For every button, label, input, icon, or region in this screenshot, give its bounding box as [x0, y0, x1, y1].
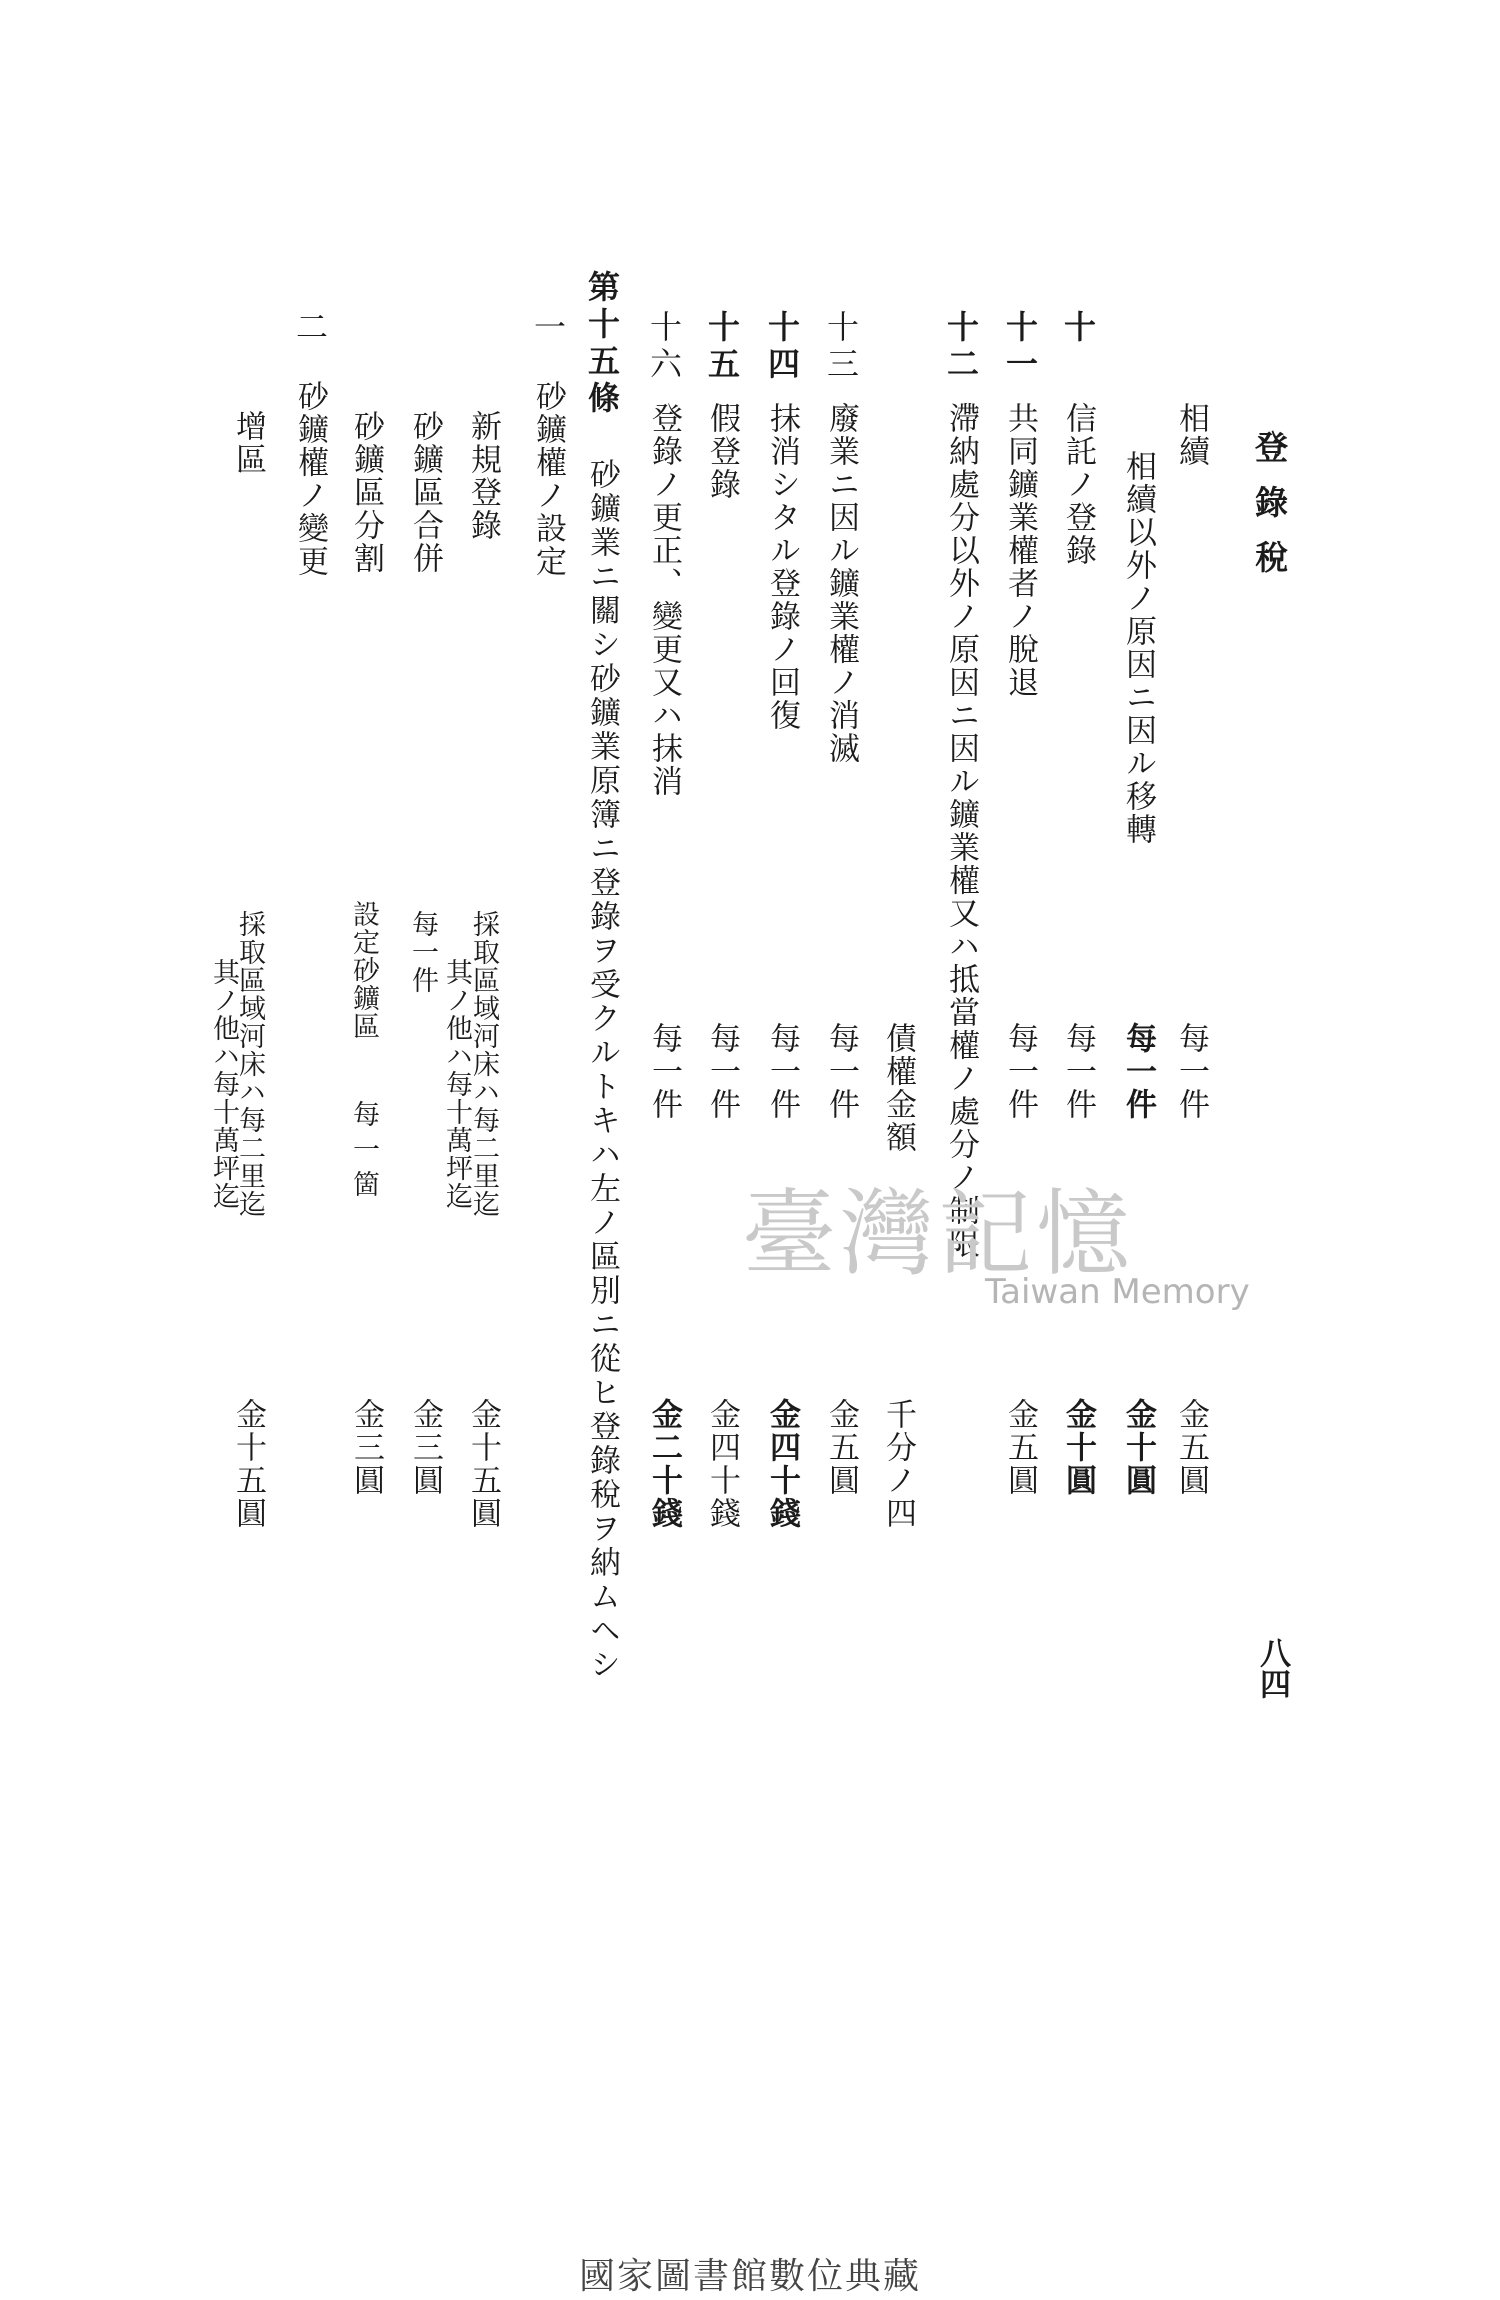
row-amount: 金三圓: [407, 1398, 443, 1497]
item-number: 二: [291, 310, 329, 347]
running-header: 登錄稅: [1250, 430, 1289, 595]
row-rate: 每一件: [704, 1022, 740, 1121]
row-desc: 新規登錄: [465, 410, 501, 542]
row-amount: 金五圓: [823, 1398, 859, 1497]
row-desc: 砂鑛區合併: [407, 410, 443, 575]
row-desc: 滯納處分以外ノ原因ニ因ル鑛業權又ハ抵當權ノ處分ノ制限: [943, 402, 979, 1260]
item-number: 十四: [763, 310, 801, 384]
row-rate-unit: 每一箇: [348, 1100, 379, 1205]
item-number: 一: [529, 310, 567, 347]
row-rate: 採取區域河床ハ每二里迄: [468, 910, 499, 1218]
row-rate: 設定砂鑛區: [348, 900, 379, 1040]
row-amount: 金二十錢: [646, 1398, 682, 1530]
row-amount: 金三圓: [348, 1398, 384, 1497]
row-amount: 金十五圓: [465, 1398, 501, 1530]
row-rate: 每一件: [764, 1022, 800, 1121]
row-amount: 金五圓: [1002, 1398, 1038, 1497]
row-desc: 抹消シタル登錄ノ回復: [764, 402, 800, 732]
row-desc: 砂鑛權ノ變更: [292, 380, 328, 578]
row-desc: 共同鑛業權者ノ脫退: [1002, 402, 1038, 699]
row-rate: 每一件: [1002, 1022, 1038, 1121]
row-desc: 登錄ノ更正、變更又ハ抹消: [646, 402, 682, 798]
row-amount: 金十圓: [1060, 1398, 1096, 1497]
row-desc: 砂鑛權ノ設定: [530, 380, 566, 578]
item-number: 十: [1059, 310, 1097, 347]
article-label: 第十五條: [583, 270, 621, 418]
row-rate: 每一件: [823, 1022, 859, 1121]
footer-collection-label: 國家圖書館數位典藏: [578, 2256, 921, 2297]
watermark-logo-english: Taiwan Memory: [985, 1272, 1250, 1312]
row-rate-line2: 其ノ他ハ每十萬坪迄: [208, 958, 239, 1210]
row-rate: 每一件: [407, 910, 438, 994]
row-desc: 假登錄: [704, 402, 740, 501]
item-number: 十六: [645, 310, 683, 384]
row-desc: 信託ノ登錄: [1060, 402, 1096, 567]
row-amount: 金十圓: [1120, 1398, 1156, 1497]
item-number: 十一: [1001, 310, 1039, 384]
item-number: 十五: [703, 310, 741, 384]
row-desc: 相續以外ノ原因ニ因ル移轉: [1120, 450, 1156, 846]
row-rate: 每一件: [646, 1022, 682, 1121]
row-rate: 採取區域河床ハ每二里迄: [234, 910, 265, 1218]
row-rate: 債權金額: [880, 1022, 916, 1154]
item-number: 十二: [942, 310, 980, 384]
row-amount: 金十五圓: [230, 1398, 266, 1530]
row-amount: 金四十錢: [764, 1398, 800, 1530]
row-rate: 每一件: [1060, 1022, 1096, 1121]
row-desc: 廢業ニ因ル鑛業權ノ消滅: [823, 402, 859, 765]
article-text: 砂鑛業ニ關シ砂鑛業原簿ニ登錄ヲ受クルトキハ左ノ區別ニ從ヒ登錄稅ヲ納ムヘシ: [584, 458, 620, 1682]
row-rate: 每一件: [1120, 1022, 1156, 1121]
row-desc: 增區: [230, 410, 266, 476]
row-rate-line2: 其ノ他ハ每十萬坪迄: [441, 958, 472, 1210]
row-amount: 金五圓: [1173, 1398, 1209, 1497]
row-amount: 金四十錢: [704, 1398, 740, 1530]
row-amount: 千分ノ四: [880, 1398, 916, 1530]
page-number: 八四: [1254, 1637, 1290, 1699]
row-desc: 相續: [1173, 402, 1209, 468]
row-rate: 每一件: [1173, 1022, 1209, 1121]
row-desc: 砂鑛區分割: [348, 410, 384, 575]
item-number: 十三: [822, 310, 860, 384]
watermark-logo: 臺灣記憶: [742, 1180, 1135, 1289]
